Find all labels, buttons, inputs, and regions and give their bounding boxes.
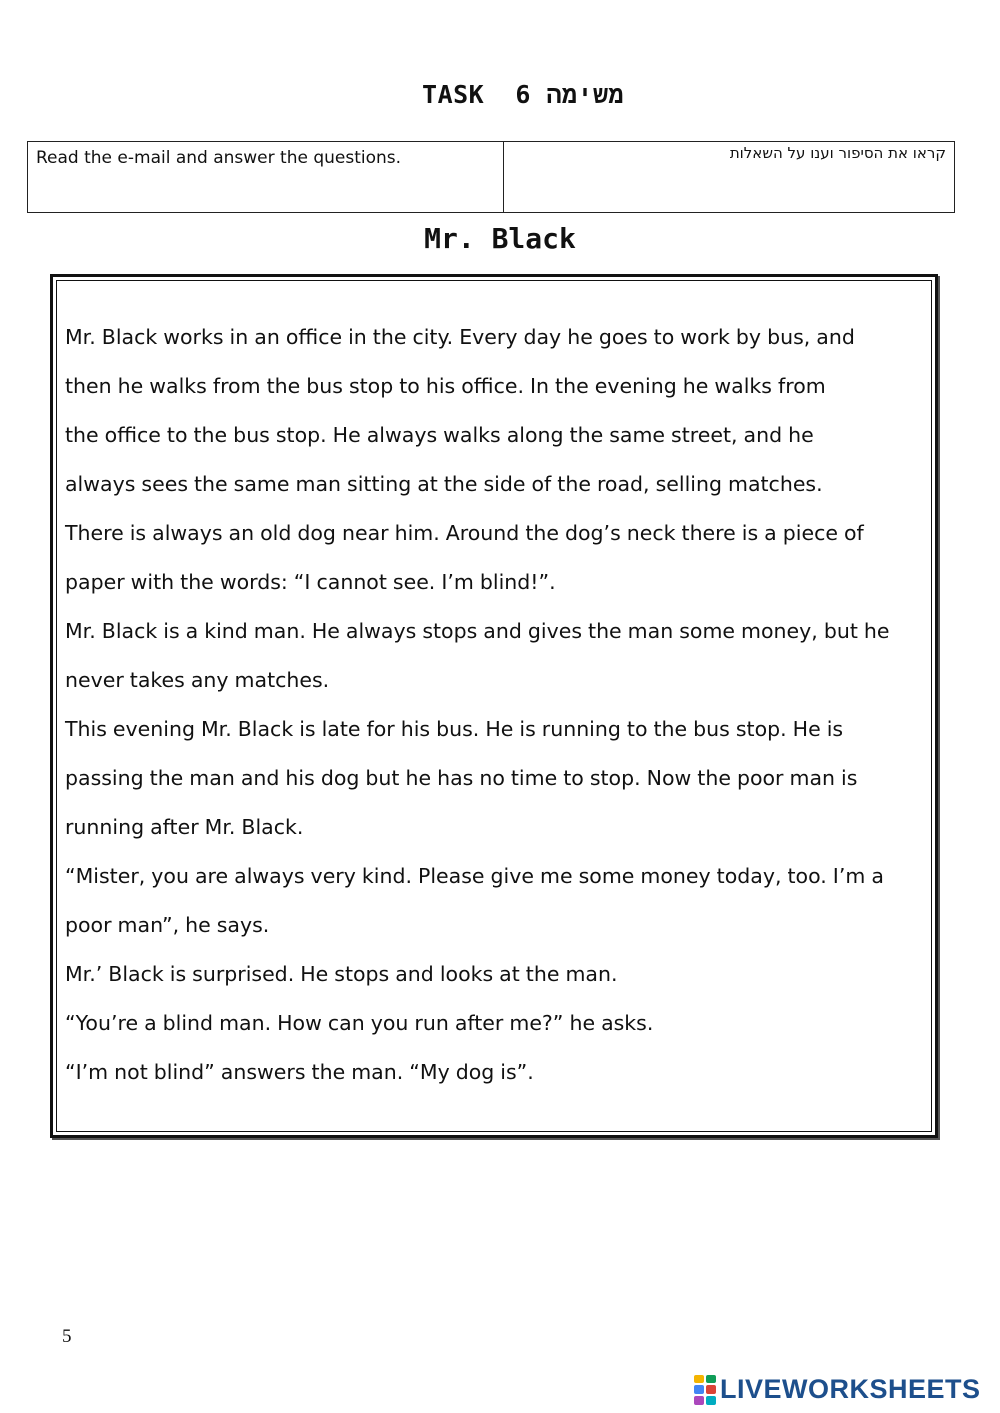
story-line: paper with the words: “I cannot see. I’m blind!”. [65, 570, 556, 594]
story-line: the office to the bus stop. He always walks along the same street, and he [65, 423, 814, 447]
story-line: This evening Mr. Black is late for his bus. He is running to the bus stop. He is [65, 717, 844, 741]
story-title: Mr. Black [424, 222, 576, 255]
story-inner-frame [56, 280, 932, 1132]
page-number: 5 [62, 1326, 72, 1347]
story-line: never takes any matches. [65, 668, 330, 692]
liveworksheets-brand[interactable] [694, 1374, 981, 1405]
story-line: Mr.’ Black is surprised. He stops and looks at the man. [65, 962, 618, 986]
instruction-english: Read the e-mail and answer the questions. [28, 142, 504, 212]
story-line: always sees the same man sitting at the side of the road, selling matches. [65, 472, 823, 496]
story-line: running after Mr. Black. [65, 815, 304, 839]
story-box [50, 274, 938, 1138]
story-line: “You’re a blind man. How can you run after me?” he asks. [65, 1011, 654, 1035]
story-line: There is always an old dog near him. Around the dog’s neck there is a piece of [65, 521, 864, 545]
story-line: “I’m not blind” answers the man. “My dog is”. [65, 1060, 534, 1084]
instruction-table [27, 141, 955, 213]
liveworksheets-logo-icon [694, 1375, 716, 1405]
story-line: passing the man and his dog but he has no time to stop. Now the poor man is [65, 766, 858, 790]
task-title: TASK 6 משימה [422, 80, 624, 109]
story-line: then he walks from the bus stop to his office. In the evening he walks from [65, 374, 826, 398]
instruction-hebrew: קראו את הסיפור וענו על השאלות [729, 144, 946, 162]
story-line: poor man”, he says. [65, 913, 270, 937]
story-line: “Mister, you are always very kind. Please give me some money today, too. I’m a [65, 864, 884, 888]
story-line: Mr. Black is a kind man. He always stops and gives the man some money, but he [65, 619, 890, 643]
brand-name: LIVEWORKSHEETS [720, 1374, 981, 1404]
story-line: Mr. Black works in an office in the city. Every day he goes to work by bus, and [65, 325, 855, 349]
story-text [65, 313, 923, 1097]
